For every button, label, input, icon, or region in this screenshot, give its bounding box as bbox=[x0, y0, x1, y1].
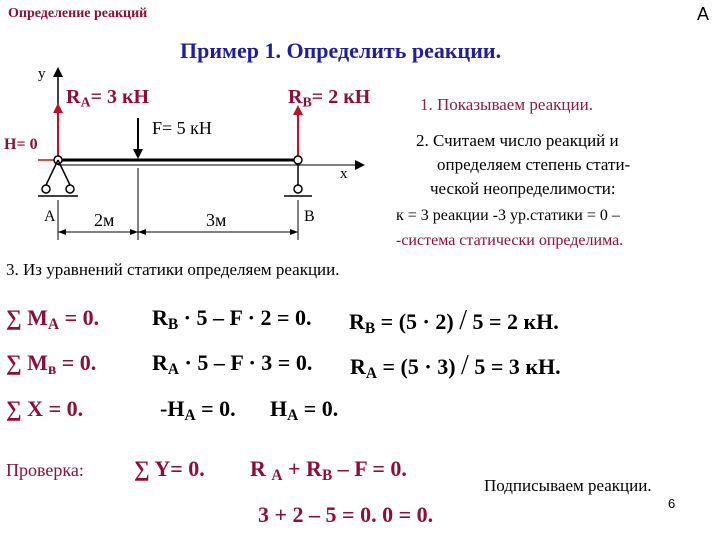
dim-right-label: 3м bbox=[206, 210, 227, 230]
step-3: 3. Из уравнений статики определяем реакции. bbox=[6, 260, 340, 279]
step-1: 1. Показываем реакции. bbox=[420, 95, 593, 114]
check-equation: R $_A + R_B - F = 0$. bbox=[250, 456, 407, 484]
eq-ma-result: $R_B = (5 \cdot 2) / 5 = 2$ кН. bbox=[349, 305, 559, 337]
ra-label: $R_A= 3$ кН bbox=[66, 86, 150, 111]
check-label: Проверка: bbox=[6, 460, 84, 480]
eq-mb-mid: $R_A \cdot 5 - F \cdot 3 = 0$. bbox=[152, 350, 313, 378]
eq-x-mid: $-H_A = 0$. bbox=[160, 396, 236, 424]
eq-mb-left: ∑ $M_в = 0$. bbox=[6, 350, 97, 378]
dim-left-label: 2м bbox=[94, 210, 115, 230]
step-2-line-1: 2. Считаем число реакций и bbox=[416, 131, 619, 150]
h-label: H= 0 bbox=[4, 136, 38, 153]
eq-mb-result: $R_A = (5 \cdot 3) / 5 = 3$ кН. bbox=[350, 350, 561, 382]
step-2-line-3: ческой неопределимости: bbox=[430, 179, 616, 198]
page-number: 6 bbox=[668, 496, 676, 511]
eq-x-left: ∑ X = 0. bbox=[6, 396, 84, 421]
step-2-line-4: к = 3 реакции -3 ур.статики = 0 – bbox=[396, 207, 620, 224]
rb-label: $R_B= 2$ кН bbox=[288, 86, 371, 111]
eq-x-result: $H_A = 0$. bbox=[270, 396, 339, 424]
support-b-label: B bbox=[304, 208, 315, 225]
check-sum-y: ∑ Y= 0. bbox=[134, 456, 205, 481]
eq-ma-left: ∑ $M_A = 0$. bbox=[6, 305, 100, 333]
eq-ma-mid: $R_B \cdot 5 - F \cdot 2 = 0$. bbox=[152, 305, 312, 333]
support-a-label: A bbox=[44, 208, 56, 225]
check-numeric: 3 + 2 – 5 = 0. 0 = 0. bbox=[258, 502, 434, 527]
section-title: Определение реакций bbox=[8, 6, 148, 21]
corner-letter: A bbox=[697, 4, 710, 24]
sign-note: Подписываем реакции. bbox=[484, 476, 652, 495]
slide-title: Пример 1. Определить реакции. bbox=[180, 38, 502, 63]
step-2-line-5: -система статически определима. bbox=[396, 232, 624, 249]
force-label: F= 5 кН bbox=[152, 118, 212, 138]
step-2-line-2: определяем степень стати- bbox=[437, 155, 631, 174]
x-axis-label: x bbox=[340, 166, 348, 182]
y-axis-label: y bbox=[38, 66, 46, 82]
